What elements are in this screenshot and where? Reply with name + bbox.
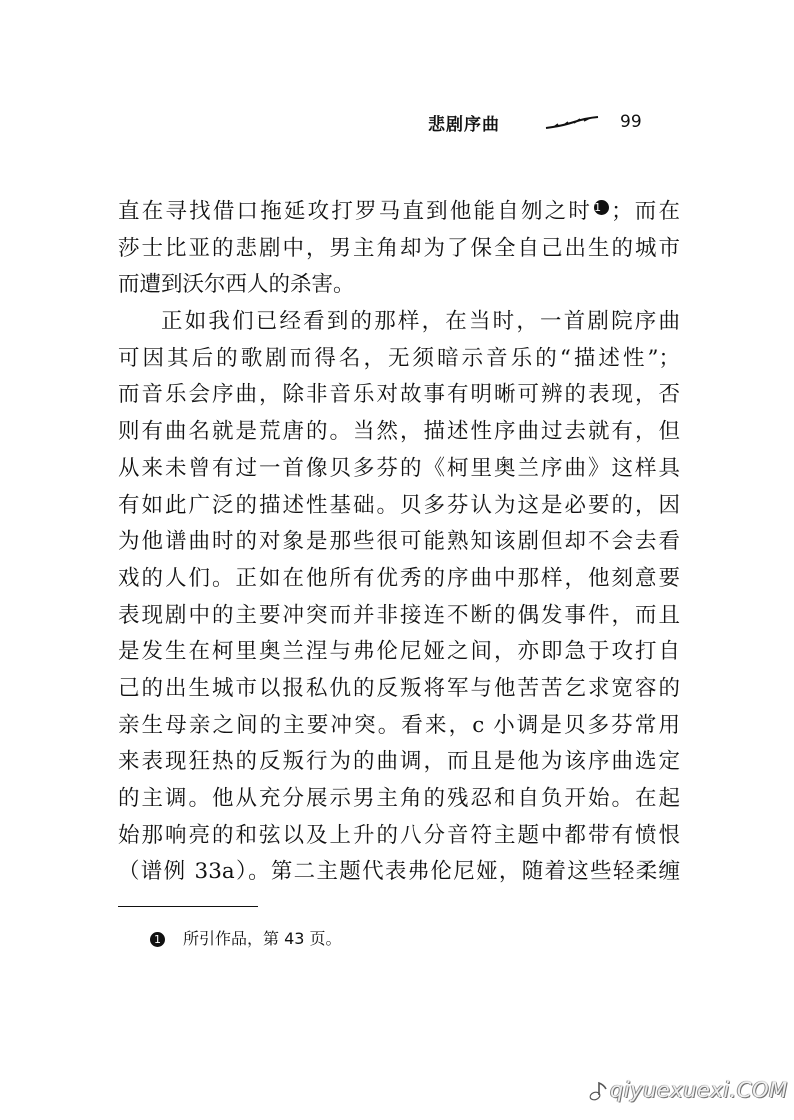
text-line: 莎士比亚的悲剧中，男主角却为了保全自己出生的城市 (118, 235, 680, 261)
text-line: （谱例 33a）。第二主题代表弗伦尼娅，随着这些轻柔缠 (118, 859, 680, 885)
text-line: 而音乐会序曲，除非音乐对故事有明晰可辨的表现，否 (118, 382, 680, 408)
text-line: 亲生母亲之间的主要冲突。看来，c 小调是贝多芬常用 (118, 712, 680, 738)
text-line: 从来未曾有过一首像贝多芬的《柯里奥兰序曲》这样具 (118, 455, 680, 481)
text-line: 戏的人们。正如在他所有优秀的序曲中那样，他刻意要 (118, 565, 680, 591)
text-line: 有如此广泛的描述性基础。贝多芬认为这是必要的，因 (118, 492, 680, 518)
text-line: 的主调。他从充分展示男主角的残忍和自负开始。在起 (118, 786, 680, 811)
ornament-flourish-icon (544, 116, 600, 130)
text-line: 是发生在柯里奥兰涅与弗伦尼娅之间，亦即急于攻打自 (118, 639, 680, 665)
text-line: 表现剧中的主要冲突而并非接连不断的偶发事件，而且 (118, 602, 680, 628)
text-line: 则有曲名就是荒唐的。当然，描述性序曲过去就有，但 (118, 419, 680, 445)
page-number: 99 (620, 112, 642, 132)
watermark-text: qiyuexuexi.COM (610, 1078, 788, 1102)
running-head (420, 110, 680, 136)
text-line: 而遭到沃尔西人的杀害。 (118, 272, 355, 298)
text-line: 始那响亮的和弦以及上升的八分音符主题中都带有愤恨 (118, 822, 680, 848)
text-line: 直在寻找借口拖延攻打罗马直到他能自刎之时 1 ；而在 (118, 199, 680, 224)
text-line: 己的出生城市以报私仇的反叛将军与他苦苦乞求宽容的 (118, 675, 680, 701)
footnote-text: 所引作品，第 43 页。 (183, 929, 342, 948)
watermark (588, 1072, 788, 1108)
text-line: 来表现狂热的反叛行为的曲调，而且是他为该序曲选定 (118, 749, 680, 775)
body-text (118, 194, 680, 891)
text-line: 正如我们已经看到的那样，在当时，一首剧院序曲 (161, 309, 680, 335)
text-line: 为他谱曲时的对象是那些很可能熟知该剧但却不会去看 (118, 529, 680, 555)
music-note-icon (588, 1080, 610, 1102)
footnote-divider (118, 906, 258, 907)
text-line: 可因其后的歌剧而得名，无须暗示音乐的“描述性”； (118, 345, 680, 371)
footnote-reference: 1 (594, 200, 609, 215)
footnote-marker: 1 (150, 932, 165, 947)
running-title: 悲剧序曲 (428, 115, 500, 135)
footnote (150, 926, 342, 949)
